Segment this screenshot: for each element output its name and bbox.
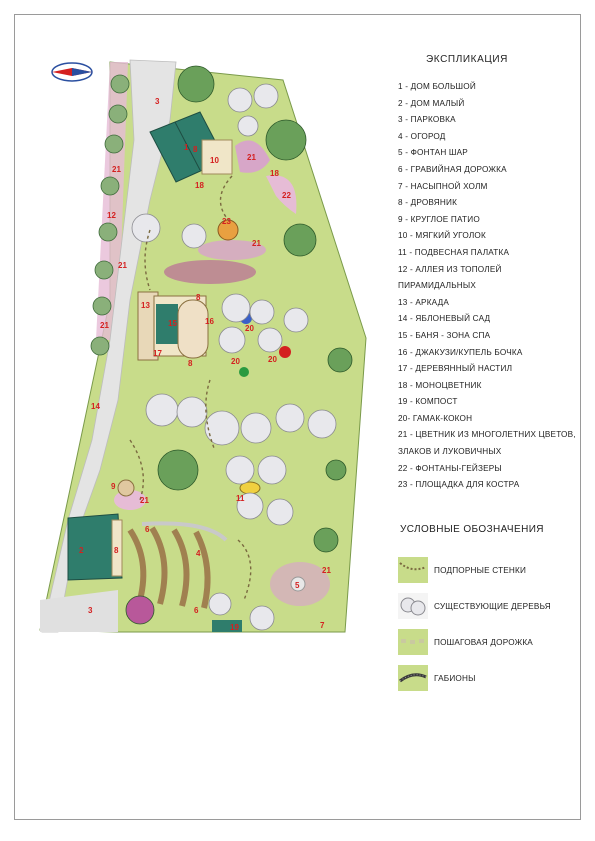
legend-label: ПОДПОРНЫЕ СТЕНКИ: [434, 565, 527, 575]
label-2: 2: [79, 546, 84, 555]
explication-item: 7 - НАСЫПНОЙ ХОЛМ: [398, 181, 488, 191]
stepping-path-icon: [398, 629, 428, 655]
explication-item: 9 - КРУГЛОЕ ПАТИО: [398, 214, 480, 224]
legend: [398, 524, 578, 697]
label-20-c: 20: [268, 355, 277, 364]
round-patio: [118, 480, 134, 496]
explication-item: 6 - ГРАВИЙНАЯ ДОРОЖКА: [398, 164, 507, 174]
legend-item-stepping-path: [398, 625, 578, 659]
explication-item: 17 - ДЕРЕВЯННЫЙ НАСТИЛ: [398, 364, 513, 374]
label-13: 13: [141, 301, 150, 310]
label-17: 17: [153, 349, 162, 358]
label-21-f: 21: [140, 496, 149, 505]
label-22: 22: [282, 191, 291, 200]
explication: [398, 54, 578, 494]
label-21-a: 21: [247, 153, 256, 162]
label-1: 1: [184, 143, 189, 152]
label-21-c: 21: [252, 239, 261, 248]
explication-item: 21 - ЦВЕТНИК ИЗ МНОГОЛЕТНИХ ЦВЕТОВ, ЗЛАКОВ И ЛУКОВИЧНЫХ: [398, 430, 576, 457]
label-18-b: 18: [195, 181, 204, 190]
retaining-wall-icon: [398, 557, 428, 583]
label-9: 9: [111, 482, 116, 491]
explication-item: 23 - ПЛОЩАДКА ДЛЯ КОСТРА: [398, 480, 520, 490]
compass-logo: [52, 63, 92, 81]
label-4: 4: [196, 549, 201, 558]
explication-item: 19 - КОМПОСТ: [398, 397, 458, 407]
label-14: 14: [91, 402, 100, 411]
explication-title: ЭКСПЛИКАЦИЯ: [426, 54, 508, 65]
gabion-icon: [398, 665, 428, 691]
label-6-b: 6: [194, 606, 199, 615]
label-18-a: 18: [270, 169, 279, 178]
label-3-top: 3: [155, 97, 160, 106]
explication-item: 8 - ДРОВЯНИК: [398, 198, 458, 208]
explication-item: 1 - ДОМ БОЛЬШОЙ: [398, 82, 476, 91]
explication-list: [398, 79, 578, 494]
existing-trees-icon: [398, 593, 428, 619]
explication-item: 5 - ФОНТАН ШАР: [398, 148, 468, 158]
explication-item: 2 - ДОМ МАЛЫЙ: [398, 98, 465, 108]
label-20-a: 20: [245, 324, 254, 333]
label-21-g: 21: [322, 566, 331, 575]
label-8-top: 8: [193, 145, 198, 154]
label-21-e: 21: [100, 321, 109, 330]
label-15: 15: [168, 319, 177, 328]
label-20-b: 20: [231, 357, 240, 366]
label-8-house: 8: [114, 546, 119, 555]
label-7: 7: [320, 621, 325, 630]
label-21-b: 21: [112, 165, 121, 174]
label-8-low: 8: [188, 359, 193, 368]
legend-label: ГАБИОНЫ: [434, 673, 476, 683]
label-11: 11: [236, 494, 245, 503]
hammock-red: [279, 346, 291, 358]
explication-item: 16 - ДЖАКУЗИ/КУПЕЛЬ БОЧКА: [398, 347, 523, 357]
explication-item: 13 - АРКАДА: [398, 297, 450, 307]
label-12: 12: [107, 211, 116, 220]
explication-item: 20- ГАМАК-КОКОН: [398, 413, 473, 423]
legend-label: СУЩЕСТВУЮЩИЕ ДЕРЕВЬЯ: [434, 601, 551, 611]
explication-item: 10 - МЯГКИЙ УГОЛОК: [398, 231, 486, 241]
explication-item: 3 - ПАРКОВКА: [398, 115, 456, 125]
explication-item: 22 - ФОНТАНЫ-ГЕЙЗЕРЫ: [398, 463, 502, 473]
explication-item: 4 - ОГОРОД: [398, 131, 446, 141]
legend-item-existing-trees: [398, 589, 578, 623]
legend-label: ПОШАГОВАЯ ДОРОЖКА: [434, 637, 533, 647]
legend-item-gabions: [398, 661, 578, 695]
label-21-d: 21: [118, 261, 127, 270]
legend-title: УСЛОВНЫЕ ОБОЗНАЧЕНИЯ: [400, 524, 544, 535]
label-10: 10: [210, 156, 219, 165]
hammock-green: [239, 367, 249, 377]
label-16: 16: [205, 317, 214, 326]
explication-item: 12 - АЛЛЕЯ ИЗ ТОПОЛЕЙ ПИРАМИДАЛЬНЫХ: [398, 264, 502, 291]
label-6-a: 6: [145, 525, 150, 534]
explication-item: 18 - МОНОЦВЕТНИК: [398, 380, 482, 390]
label-5: 5: [295, 581, 300, 590]
flowerbed-purple: [164, 260, 256, 284]
explication-item: 11 - ПОДВЕСНАЯ ПАЛАТКА: [398, 247, 510, 257]
label-19: 19: [230, 623, 239, 632]
label-3-bottom: 3: [88, 606, 93, 615]
explication-item: 14 - ЯБЛОНЕВЫЙ САД: [398, 314, 491, 324]
explication-item: 15 - БАНЯ - ЗОНА СПА: [398, 330, 491, 340]
label-23: 23: [222, 217, 231, 226]
legend-item-retaining-walls: [398, 553, 578, 587]
label-8-mid: 8: [196, 293, 201, 302]
